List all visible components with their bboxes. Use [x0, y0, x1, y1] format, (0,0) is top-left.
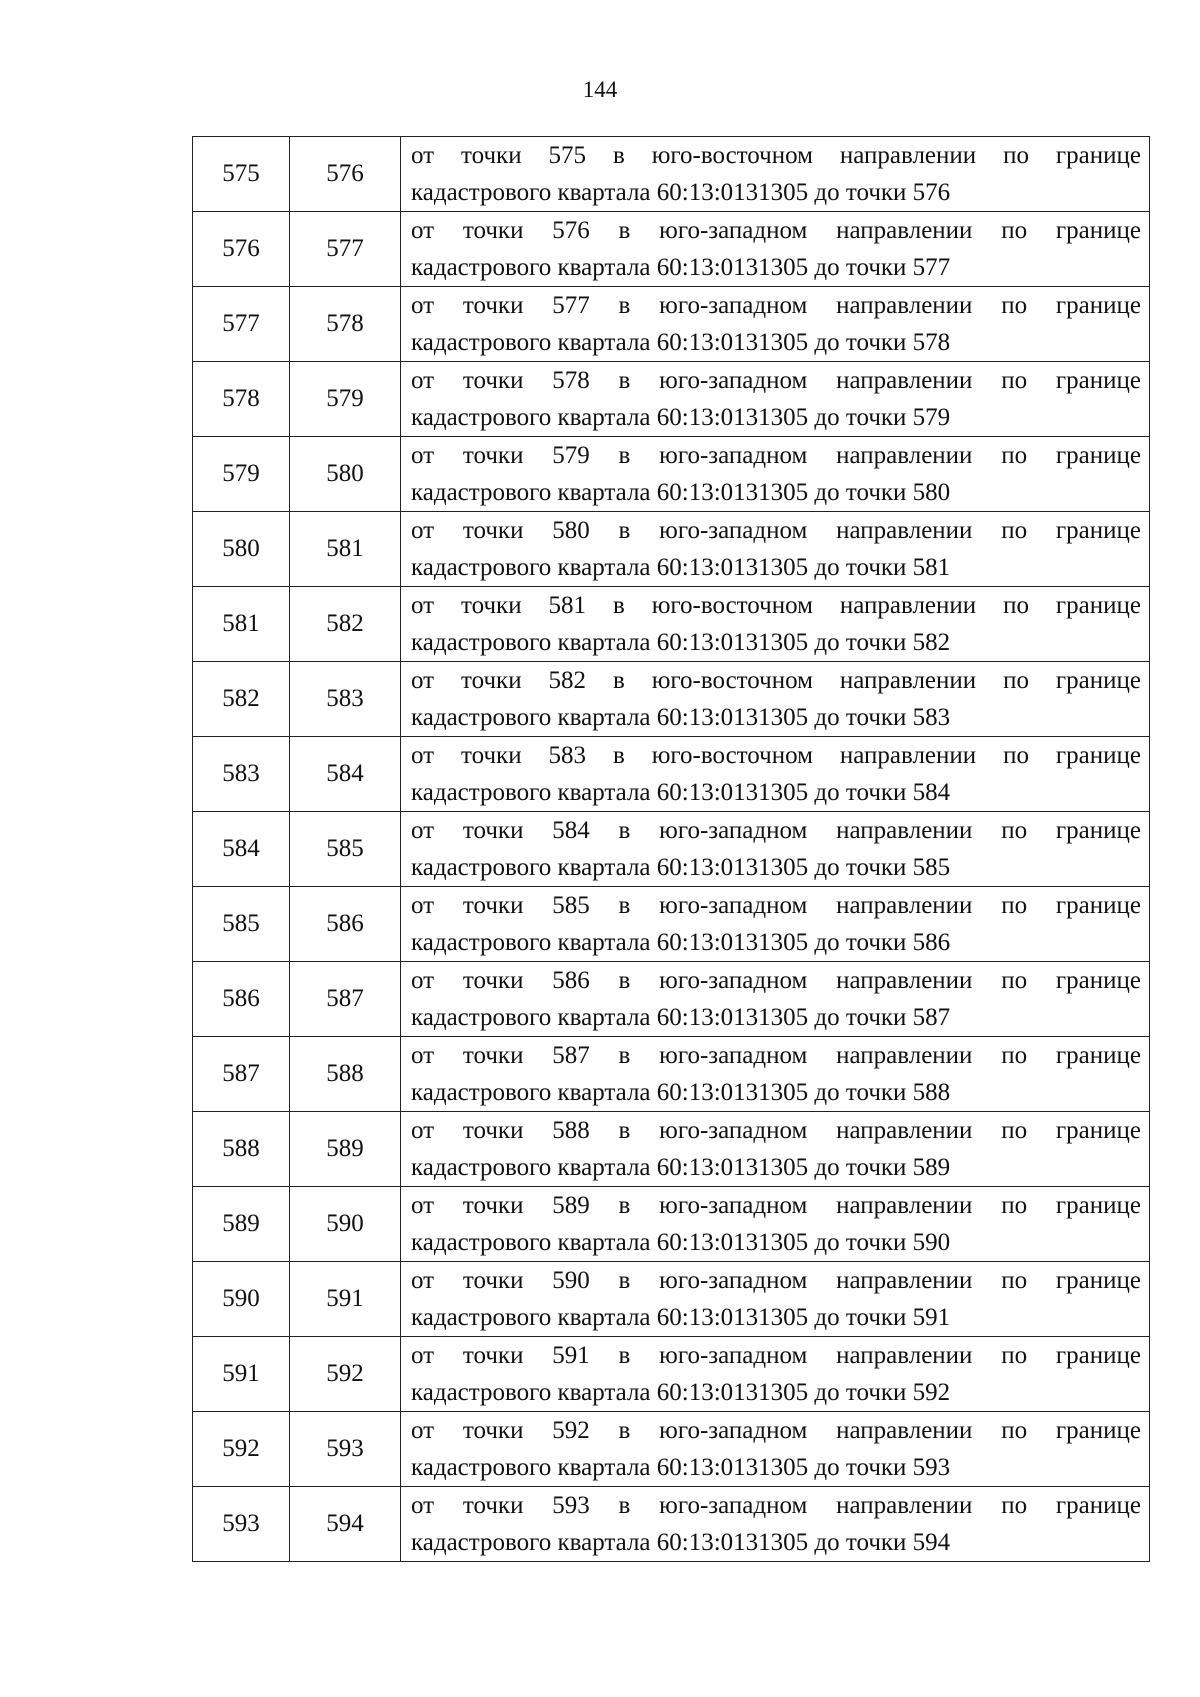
- description-line-1: от точки 578 в юго-западном направлении по границе: [411, 367, 1141, 394]
- boundary-table: [192, 136, 1150, 1562]
- description-line-1: от точки 591 в юго-западном направлении по границе: [411, 1342, 1141, 1369]
- point-from-cell: 577: [193, 287, 290, 362]
- table-row: [193, 812, 1150, 887]
- point-to-cell: 578: [290, 287, 401, 362]
- point-from-cell: 591: [193, 1337, 290, 1412]
- boundary-description-cell: [401, 1187, 1150, 1262]
- boundary-description-cell: [401, 1262, 1150, 1337]
- point-to-cell: 593: [290, 1412, 401, 1487]
- point-to-cell: 577: [290, 212, 401, 287]
- table-row: [193, 1412, 1150, 1487]
- description-line-2: кадастрового квартала 60:13:0131305 до точки 578: [411, 329, 951, 356]
- description-line-2: кадастрового квартала 60:13:0131305 до точки 586: [411, 929, 951, 956]
- boundary-description-cell: [401, 962, 1150, 1037]
- point-from-cell: 582: [193, 662, 290, 737]
- description-line-2: кадастрового квартала 60:13:0131305 до точки 580: [411, 479, 951, 506]
- description-line-2: кадастрового квартала 60:13:0131305 до точки 582: [411, 629, 951, 656]
- description-line-1: от точки 592 в юго-западном направлении по границе: [411, 1417, 1141, 1444]
- table-row: [193, 362, 1150, 437]
- description-line-2: кадастрового квартала 60:13:0131305 до точки 592: [411, 1379, 951, 1406]
- point-to-cell: 579: [290, 362, 401, 437]
- table-row: [193, 137, 1150, 212]
- description-line-1: от точки 589 в юго-западном направлении по границе: [411, 1192, 1141, 1219]
- boundary-description-cell: [401, 512, 1150, 587]
- description-line-2: кадастрового квартала 60:13:0131305 до точки 588: [411, 1079, 951, 1106]
- description-line-2: кадастрового квартала 60:13:0131305 до точки 581: [411, 554, 951, 581]
- point-from-cell: 575: [193, 137, 290, 212]
- boundary-description-cell: [401, 662, 1150, 737]
- boundary-description-cell: [401, 1037, 1150, 1112]
- table-row: [193, 1037, 1150, 1112]
- point-to-cell: 584: [290, 737, 401, 812]
- point-to-cell: 581: [290, 512, 401, 587]
- point-from-cell: 590: [193, 1262, 290, 1337]
- boundary-description-cell: [401, 587, 1150, 662]
- point-to-cell: 587: [290, 962, 401, 1037]
- boundary-description-cell: [401, 737, 1150, 812]
- point-to-cell: 591: [290, 1262, 401, 1337]
- description-line-2: кадастрового квартала 60:13:0131305 до точки 583: [411, 704, 951, 731]
- point-from-cell: 576: [193, 212, 290, 287]
- point-from-cell: 581: [193, 587, 290, 662]
- boundary-description-cell: [401, 362, 1150, 437]
- description-line-1: от точки 588 в юго-западном направлении по границе: [411, 1117, 1141, 1144]
- table-row: [193, 587, 1150, 662]
- description-line-2: кадастрового квартала 60:13:0131305 до точки 579: [411, 404, 951, 431]
- description-line-1: от точки 581 в юго-восточном направлении по границе: [411, 592, 1141, 619]
- point-to-cell: 582: [290, 587, 401, 662]
- description-line-1: от точки 583 в юго-восточном направлении по границе: [411, 742, 1141, 769]
- boundary-description-cell: [401, 437, 1150, 512]
- boundary-description-cell: [401, 1487, 1150, 1562]
- point-to-cell: 589: [290, 1112, 401, 1187]
- description-line-1: от точки 590 в юго-западном направлении по границе: [411, 1267, 1141, 1294]
- boundary-description-cell: [401, 1112, 1150, 1187]
- point-from-cell: 593: [193, 1487, 290, 1562]
- point-from-cell: 592: [193, 1412, 290, 1487]
- point-to-cell: 590: [290, 1187, 401, 1262]
- description-line-1: от точки 582 в юго-восточном направлении по границе: [411, 667, 1141, 694]
- description-line-2: кадастрового квартала 60:13:0131305 до точки 591: [411, 1304, 951, 1331]
- description-line-1: от точки 580 в юго-западном направлении по границе: [411, 517, 1141, 544]
- point-to-cell: 585: [290, 812, 401, 887]
- point-from-cell: 584: [193, 812, 290, 887]
- table-row: [193, 1187, 1150, 1262]
- description-line-1: от точки 587 в юго-западном направлении по границе: [411, 1042, 1141, 1069]
- table-row: [193, 662, 1150, 737]
- description-line-1: от точки 579 в юго-западном направлении по границе: [411, 442, 1141, 469]
- table-row: [193, 1337, 1150, 1412]
- table-row: [193, 1487, 1150, 1562]
- boundary-description-cell: [401, 1337, 1150, 1412]
- description-line-2: кадастрового квартала 60:13:0131305 до точки 577: [411, 254, 951, 281]
- point-from-cell: 579: [193, 437, 290, 512]
- point-from-cell: 583: [193, 737, 290, 812]
- point-to-cell: 586: [290, 887, 401, 962]
- table-row: [193, 1262, 1150, 1337]
- description-line-1: от точки 575 в юго-восточном направлении по границе: [411, 142, 1141, 169]
- table-row: [193, 212, 1150, 287]
- description-line-2: кадастрового квартала 60:13:0131305 до точки 593: [411, 1454, 951, 1481]
- point-from-cell: 587: [193, 1037, 290, 1112]
- point-from-cell: 580: [193, 512, 290, 587]
- point-from-cell: 586: [193, 962, 290, 1037]
- description-line-2: кадастрового квартала 60:13:0131305 до точки 584: [411, 779, 951, 806]
- description-line-1: от точки 593 в юго-западном направлении по границе: [411, 1492, 1141, 1519]
- boundary-description-cell: [401, 287, 1150, 362]
- description-line-2: кадастрового квартала 60:13:0131305 до точки 590: [411, 1229, 951, 1256]
- point-from-cell: 585: [193, 887, 290, 962]
- table-row: [193, 1112, 1150, 1187]
- boundary-description-cell: [401, 1412, 1150, 1487]
- point-to-cell: 594: [290, 1487, 401, 1562]
- boundary-description-cell: [401, 212, 1150, 287]
- description-line-2: кадастрового квартала 60:13:0131305 до точки 576: [411, 179, 951, 206]
- table-row: [193, 437, 1150, 512]
- point-to-cell: 592: [290, 1337, 401, 1412]
- description-line-2: кадастрового квартала 60:13:0131305 до точки 585: [411, 854, 951, 881]
- boundary-description-cell: [401, 137, 1150, 212]
- point-from-cell: 588: [193, 1112, 290, 1187]
- description-line-2: кадастрового квартала 60:13:0131305 до точки 594: [411, 1529, 951, 1556]
- description-line-1: от точки 585 в юго-западном направлении по границе: [411, 892, 1141, 919]
- page-number: 144: [582, 77, 618, 102]
- description-line-1: от точки 576 в юго-западном направлении по границе: [411, 217, 1141, 244]
- point-to-cell: 576: [290, 137, 401, 212]
- table-row: [193, 512, 1150, 587]
- table-row: [193, 887, 1150, 962]
- point-to-cell: 583: [290, 662, 401, 737]
- table-body: [193, 137, 1150, 1562]
- point-to-cell: 588: [290, 1037, 401, 1112]
- description-line-2: кадастрового квартала 60:13:0131305 до точки 589: [411, 1154, 951, 1181]
- boundary-description-cell: [401, 812, 1150, 887]
- point-to-cell: 580: [290, 437, 401, 512]
- table-row: [193, 287, 1150, 362]
- description-line-1: от точки 586 в юго-западном направлении по границе: [411, 967, 1141, 994]
- description-line-1: от точки 577 в юго-западном направлении по границе: [411, 292, 1141, 319]
- table-row: [193, 962, 1150, 1037]
- table-row: [193, 737, 1150, 812]
- boundary-description-cell: [401, 887, 1150, 962]
- point-from-cell: 578: [193, 362, 290, 437]
- description-line-1: от точки 584 в юго-западном направлении по границе: [411, 817, 1141, 844]
- point-from-cell: 589: [193, 1187, 290, 1262]
- description-line-2: кадастрового квартала 60:13:0131305 до точки 587: [411, 1004, 951, 1031]
